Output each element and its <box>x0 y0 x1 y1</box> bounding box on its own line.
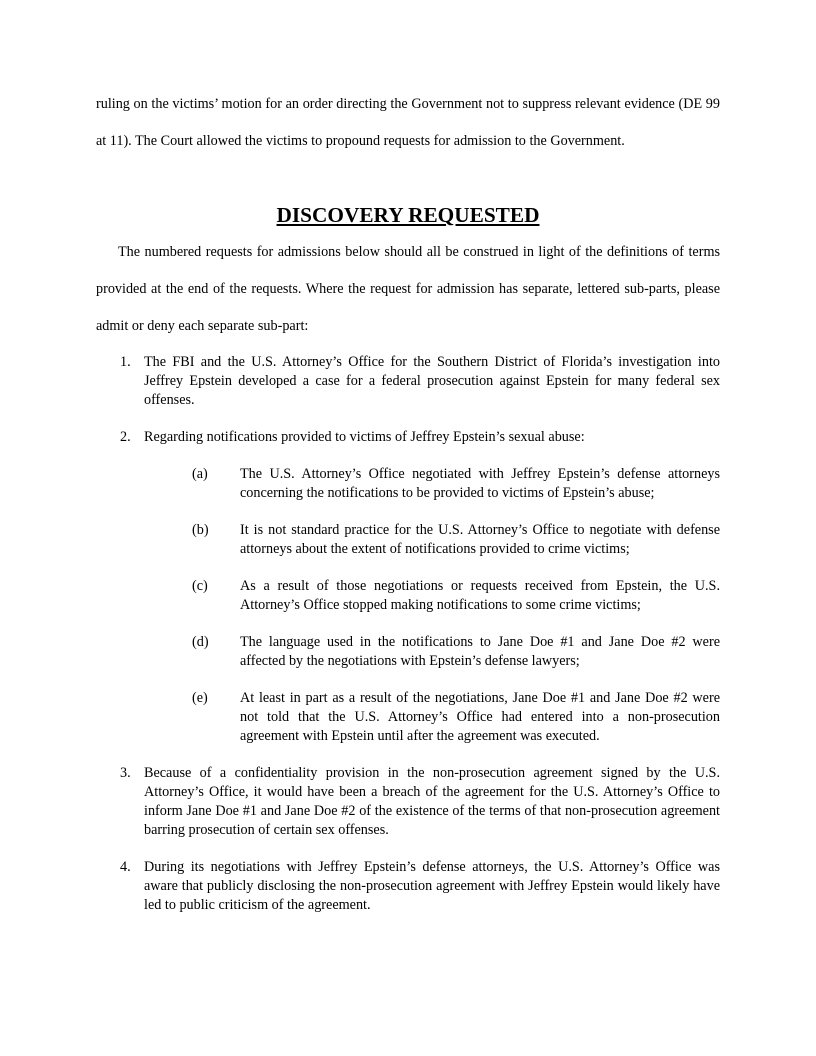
request-number: 3. <box>120 765 131 781</box>
request-item-1 <box>96 353 720 410</box>
subpart-label: (e) <box>192 690 208 706</box>
request-item-4 <box>96 858 720 915</box>
subpart-text: The language used in the notifications to Jane Doe #1 and Jane Doe #2 were affected by the negotiations with Epstein’s defense lawyers; <box>240 634 720 669</box>
subpart-e <box>144 689 720 746</box>
continued-paragraph: ruling on the victims’ motion for an order directing the Government not to suppress relevant evidence (DE 99 at 11). The Court allowed the victims to propound requests for admission to the Government. <box>96 96 720 149</box>
requests-list <box>96 353 720 915</box>
request-number: 4. <box>120 859 131 875</box>
request-item-2 <box>96 428 720 746</box>
subpart-d <box>144 633 720 671</box>
intro-paragraph: The numbered requests for admissions below should all be construed in light of the definitions of terms provided at the end of the requests. Where the request for admission has separate, lettered sub-parts, please admit or deny each separate sub-part: <box>96 244 720 334</box>
request-number: 2. <box>120 429 131 445</box>
subpart-label: (c) <box>192 578 208 594</box>
subpart-text: At least in part as a result of the negotiations, Jane Doe #1 and Jane Doe #2 were not told that the U.S. Attorney’s Office had entered into a non-prosecution agreement with Epstein until after the agreement was executed. <box>240 690 720 744</box>
request-text: During its negotiations with Jeffrey Epstein’s defense attorneys, the U.S. Attorney’s Office was aware that publicly disclosing the non-prosecution agreement with Jeffrey Epstein would likely have led to public criticism of the agreement. <box>144 859 720 913</box>
subpart-text: As a result of those negotiations or requests received from Epstein, the U.S. Attorney’s Office stopped making notifications to some crime victims; <box>240 578 720 613</box>
request-text: The FBI and the U.S. Attorney’s Office for the Southern District of Florida’s investigation into Jeffrey Epstein developed a case for a federal prosecution against Epstein for many federal sex offenses. <box>144 354 720 408</box>
subparts-list <box>144 465 720 746</box>
request-text: Regarding notifications provided to victims of Jeffrey Epstein’s sexual abuse: <box>144 429 585 445</box>
subpart-text: It is not standard practice for the U.S. Attorney’s Office to negotiate with defense attorneys about the extent of notifications provided to crime victims; <box>240 522 720 557</box>
subpart-text: The U.S. Attorney’s Office negotiated with Jeffrey Epstein’s defense attorneys concerning the notifications to be provided to victims of Epstein’s abuse; <box>240 466 720 501</box>
request-text: Because of a confidentiality provision in the non-prosecution agreement signed by the U.S. Attorney’s Office, it would have been a breach of the agreement for the U.S. Attorney’s Office to inform Jane Doe #1 and Jane Doe #2 of the existence of the terms of that non-prosecution agreement barring prosecution of certain sex offenses. <box>144 765 720 838</box>
subpart-label: (d) <box>192 634 209 650</box>
subpart-c <box>144 577 720 615</box>
subpart-label: (b) <box>192 522 209 538</box>
request-item-3 <box>96 764 720 840</box>
subpart-b <box>144 521 720 559</box>
section-heading: DISCOVERY REQUESTED <box>276 203 540 227</box>
subpart-label: (a) <box>192 466 208 482</box>
subpart-a <box>144 465 720 503</box>
request-number: 1. <box>120 354 131 370</box>
